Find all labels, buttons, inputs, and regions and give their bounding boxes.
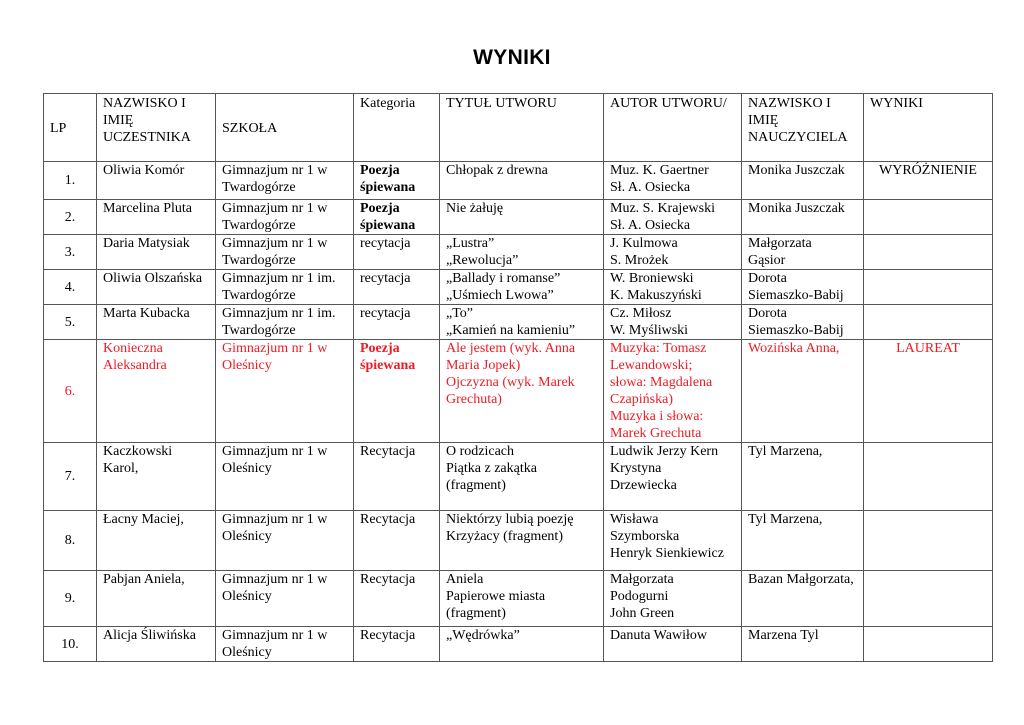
cell-work: Nie żałuję	[440, 200, 604, 235]
table-row	[44, 443, 993, 511]
cell-author: Muzyka: Tomasz Lewandowski; słowa: Magdalena Czapińska) Muzyka i słowa: Marek Grechuta	[604, 340, 742, 443]
table-row	[44, 235, 993, 270]
cell-name: Łacny Maciej,	[97, 511, 216, 571]
cell-category: Recytacja	[354, 443, 440, 511]
cell-work: Chłopak z drewna	[440, 162, 604, 200]
cell-work: Ale jestem (wyk. Anna Maria Jopek) Ojczyzna (wyk. Marek Grechuta)	[440, 340, 604, 443]
cell-result	[864, 443, 993, 511]
cell-category: Poezja śpiewana	[354, 200, 440, 235]
cell-name: Alicja Śliwińska	[97, 627, 216, 662]
header-teacher: NAZWISKO I IMIĘ NAUCZYCIELA	[742, 94, 864, 162]
header-work-title: TYTUŁ UTWORU	[440, 94, 604, 162]
header-author: AUTOR UTWORU/	[604, 94, 742, 162]
cell-school: Gimnazjum nr 1 w Twardogórze	[216, 200, 354, 235]
cell-work: „Lustra” „Rewolucja”	[440, 235, 604, 270]
cell-lp: 4.	[44, 270, 97, 305]
cell-teacher: Tyl Marzena,	[742, 511, 864, 571]
cell-name: Oliwia Olszańska	[97, 270, 216, 305]
cell-teacher: Marzena Tyl	[742, 627, 864, 662]
cell-result: WYRÓŻNIENIE	[864, 162, 993, 200]
cell-work: „To” „Kamień na kamieniu”	[440, 305, 604, 340]
cell-work: „Wędrówka”	[440, 627, 604, 662]
cell-lp: 5.	[44, 305, 97, 340]
table-row	[44, 162, 993, 200]
cell-name: Oliwia Komór	[97, 162, 216, 200]
cell-author: Cz. Miłosz W. Myśliwski	[604, 305, 742, 340]
cell-result	[864, 235, 993, 270]
cell-category: Poezja śpiewana	[354, 340, 440, 443]
cell-work: Aniela Papierowe miasta (fragment)	[440, 571, 604, 627]
header-result: WYNIKI	[864, 94, 993, 162]
cell-school: Gimnazjum nr 1 w Oleśnicy	[216, 340, 354, 443]
cell-name: Pabjan Aniela,	[97, 571, 216, 627]
cell-teacher: Tyl Marzena,	[742, 443, 864, 511]
page-title: WYNIKI	[473, 46, 551, 69]
cell-lp: 8.	[44, 511, 97, 571]
cell-result	[864, 270, 993, 305]
cell-author: Ludwik Jerzy Kern Krystyna Drzewiecka	[604, 443, 742, 511]
cell-lp: 2.	[44, 200, 97, 235]
cell-result	[864, 571, 993, 627]
cell-category: recytacja	[354, 305, 440, 340]
cell-author: W. Broniewski K. Makuszyński	[604, 270, 742, 305]
cell-lp: 3.	[44, 235, 97, 270]
cell-result	[864, 200, 993, 235]
cell-category: recytacja	[354, 270, 440, 305]
cell-teacher: Dorota Siemaszko-Babij	[742, 305, 864, 340]
cell-school: Gimnazjum nr 1 w Oleśnicy	[216, 511, 354, 571]
cell-school: Gimnazjum nr 1 w Oleśnicy	[216, 443, 354, 511]
cell-author: J. Kulmowa S. Mrożek	[604, 235, 742, 270]
cell-school: Gimnazjum nr 1 im. Twardogórze	[216, 305, 354, 340]
cell-category: Recytacja	[354, 571, 440, 627]
cell-category: Recytacja	[354, 511, 440, 571]
header-category: Kategoria	[354, 94, 440, 162]
cell-author: Wisława Szymborska Henryk Sienkiewicz	[604, 511, 742, 571]
table-row-highlighted	[44, 340, 993, 443]
table-row	[44, 627, 993, 662]
cell-name: Konieczna Aleksandra	[97, 340, 216, 443]
cell-result	[864, 305, 993, 340]
cell-category: Poezja śpiewana	[354, 162, 440, 200]
header-name: NAZWISKO I IMIĘ UCZESTNIKA	[97, 94, 216, 162]
cell-work: O rodzicach Piątka z zakątka (fragment)	[440, 443, 604, 511]
cell-lp: 9.	[44, 571, 97, 627]
cell-result	[864, 511, 993, 571]
cell-school: Gimnazjum nr 1 w Twardogórze	[216, 235, 354, 270]
header-row	[44, 94, 993, 162]
cell-teacher: Monika Juszczak	[742, 200, 864, 235]
cell-name: Daria Matysiak	[97, 235, 216, 270]
cell-school: Gimnazjum nr 1 w Oleśnicy	[216, 571, 354, 627]
cell-name: Marcelina Pluta	[97, 200, 216, 235]
header-lp: LP	[44, 94, 97, 162]
cell-author: Muz. S. Krajewski Sł. A. Osiecka	[604, 200, 742, 235]
results-table	[43, 93, 993, 662]
cell-name: Marta Kubacka	[97, 305, 216, 340]
cell-category: Recytacja	[354, 627, 440, 662]
cell-school: Gimnazjum nr 1 w Oleśnicy	[216, 627, 354, 662]
cell-result: LAUREAT	[864, 340, 993, 443]
cell-teacher: Małgorzata Gąsior	[742, 235, 864, 270]
cell-lp: 7.	[44, 443, 97, 511]
cell-teacher: Monika Juszczak	[742, 162, 864, 200]
table-row	[44, 200, 993, 235]
table-row	[44, 511, 993, 571]
header-school: SZKOŁA	[216, 94, 354, 162]
cell-author: Muz. K. Gaertner Sł. A. Osiecka	[604, 162, 742, 200]
cell-category: recytacja	[354, 235, 440, 270]
cell-teacher: Wozińska Anna,	[742, 340, 864, 443]
cell-teacher: Bazan Małgorzata,	[742, 571, 864, 627]
cell-author: Danuta Wawiłow	[604, 627, 742, 662]
cell-lp: 6.	[44, 340, 97, 443]
cell-lp: 10.	[44, 627, 97, 662]
cell-author: Małgorzata Podogurni John Green	[604, 571, 742, 627]
cell-work: „Ballady i romanse” „Uśmiech Lwowa”	[440, 270, 604, 305]
cell-name: Kaczkowski Karol,	[97, 443, 216, 511]
cell-school: Gimnazjum nr 1 w Twardogórze	[216, 162, 354, 200]
table-row	[44, 270, 993, 305]
cell-result	[864, 627, 993, 662]
cell-school: Gimnazjum nr 1 im. Twardogórze	[216, 270, 354, 305]
table-row	[44, 571, 993, 627]
cell-lp: 1.	[44, 162, 97, 200]
table-row	[44, 305, 993, 340]
cell-work: Niektórzy lubią poezję Krzyżacy (fragment)	[440, 511, 604, 571]
cell-teacher: Dorota Siemaszko-Babij	[742, 270, 864, 305]
